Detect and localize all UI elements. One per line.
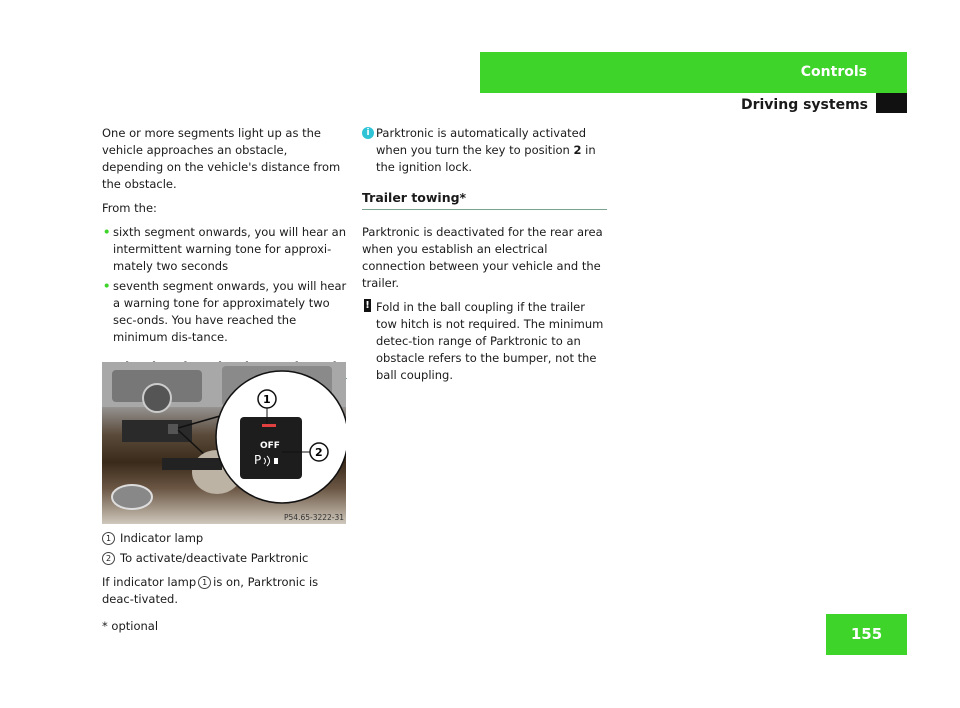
legend-item: 2 To activate/deactivate Parktronic [102,550,347,567]
info-icon: i [362,127,374,139]
dashboard-illustration [102,362,346,524]
list-item: • sixth segment onwards, you will hear an intermittent warning tone for approxi-mately two seconds [103,225,347,273]
footnote: * optional [102,619,159,633]
warning-note: ! Fold in the ball coupling if the trailer tow hitch is not required. The minimum detec-tion range of Parktronic to an obstacle refers to the bumper, not the ball coupling. [365,300,604,382]
subsection-title: Driving systems [740,97,868,113]
from-label: From the: [102,201,157,215]
section-tab [480,52,907,93]
dashboard-photo [102,362,346,524]
page-number-box [826,614,907,655]
page-number: 155 [850,625,883,643]
bullet-list [102,224,347,346]
intro-paragraph: One or more segments light up as the vehicle approaches an obstacle, depending on the vehicle's distance from the obstacle. [102,126,341,191]
bullet-icon: • [103,225,111,239]
svg-text:1: 1 [263,393,271,406]
svg-text:2: 2 [315,446,323,459]
left-column [102,125,347,379]
off-label: OFF [260,441,280,451]
info-note: i Parktronic is automatically activated when you turn the key to position 2 in the ignition lock. [362,125,607,176]
indicator-note: If indicator lamp 1 is on, Parktronic is deac-tivated. [102,575,319,606]
legend-item: 1 Indicator lamp [102,530,347,547]
figure-legend [102,530,347,615]
list-item: • seventh segment onwards, you will hear a warning tone for approximately two sec-onds. You have reached the minimum dis-tance. [103,279,347,344]
figure-code: P54.65-3222-31 [284,513,345,522]
right-column [362,125,607,391]
section-marker [876,93,907,113]
warning-icon: ! [365,300,370,311]
bullet-icon: • [103,279,111,293]
section-title: Controls [800,64,867,80]
trailer-paragraph: Parktronic is deactivated for the rear area when you establish an electrical connection between your vehicle and the trailer. [362,225,603,290]
trailer-heading: Trailer towing* [362,189,607,210]
parktronic-p-label: P [254,453,262,467]
